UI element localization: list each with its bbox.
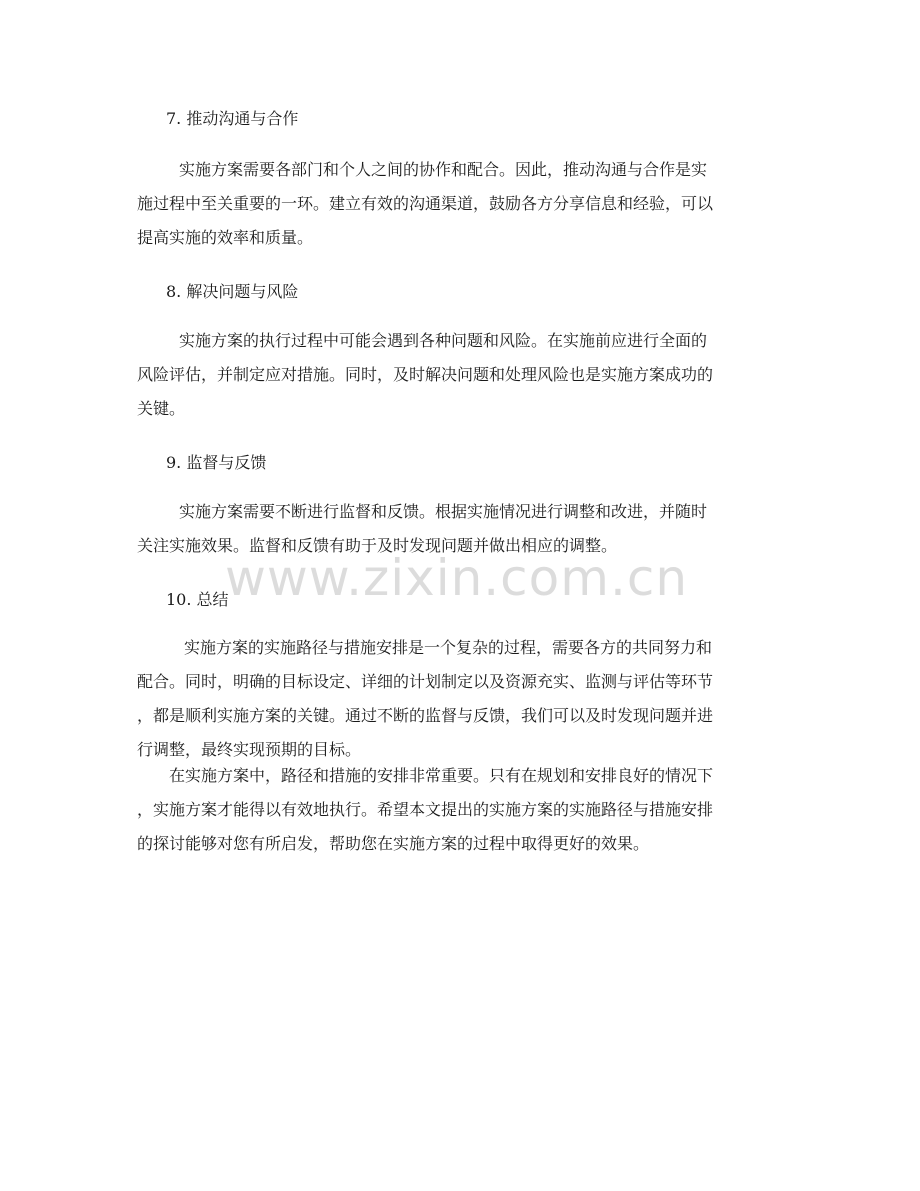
section-paragraph-7	[137, 153, 787, 255]
paragraph-line: 实施方案需要各部门和个人之间的协作和配合。因此，推动沟通与合作是实	[179, 160, 708, 179]
paragraph-line: 在实施方案中，路径和措施的安排非常重要。只有在规划和安排良好的情况下	[169, 766, 714, 785]
paragraph-line: 施过程中至关重要的一环。建立有效的沟通渠道，鼓励各方分享信息和经验，可以	[137, 194, 714, 213]
paragraph-line: 配合。同时，明确的目标设定、详细的计划制定以及资源充实、监测与评估等环节	[137, 672, 714, 691]
section-heading-9: 9. 监督与反馈	[166, 453, 267, 472]
section-heading-7: 7. 推动沟通与合作	[166, 109, 299, 128]
paragraph-line: ，都是顺利实施方案的关键。通过不断的监督与反馈，我们可以及时发现问题并进	[137, 706, 714, 725]
section-paragraph-9	[137, 495, 787, 563]
paragraph-line: 的探讨能够对您有所启发，帮助您在实施方案的过程中取得更好的效果。	[137, 834, 650, 853]
section-heading-10: 10. 总结	[166, 590, 229, 609]
closing-paragraph	[137, 759, 787, 861]
section-paragraph-8	[137, 324, 787, 426]
paragraph-line: 关注实施效果。监督和反馈有助于及时发现问题并做出相应的调整。	[137, 536, 618, 555]
section-heading-8: 8. 解决问题与风险	[166, 282, 299, 301]
watermark: www.zixin.com.cn	[225, 549, 689, 607]
paragraph-line: 实施方案的实施路径与措施安排是一个复杂的过程，需要各方的共同努力和	[184, 638, 713, 657]
section-paragraph-10	[137, 631, 787, 767]
paragraph-line: 实施方案的执行过程中可能会遇到各种问题和风险。在实施前应进行全面的	[179, 331, 708, 350]
paragraph-line: 关键。	[137, 399, 186, 418]
paragraph-line: 风险评估，并制定应对措施。同时，及时解决问题和处理风险也是实施方案成功的	[137, 365, 714, 384]
paragraph-line: ，实施方案才能得以有效地执行。希望本文提出的实施方案的实施路径与措施安排	[137, 800, 714, 819]
paragraph-line: 行调整，最终实现预期的目标。	[137, 740, 362, 759]
paragraph-line: 实施方案需要不断进行监督和反馈。根据实施情况进行调整和改进，并随时	[179, 502, 708, 521]
paragraph-line: 提高实施的效率和质量。	[137, 228, 314, 247]
